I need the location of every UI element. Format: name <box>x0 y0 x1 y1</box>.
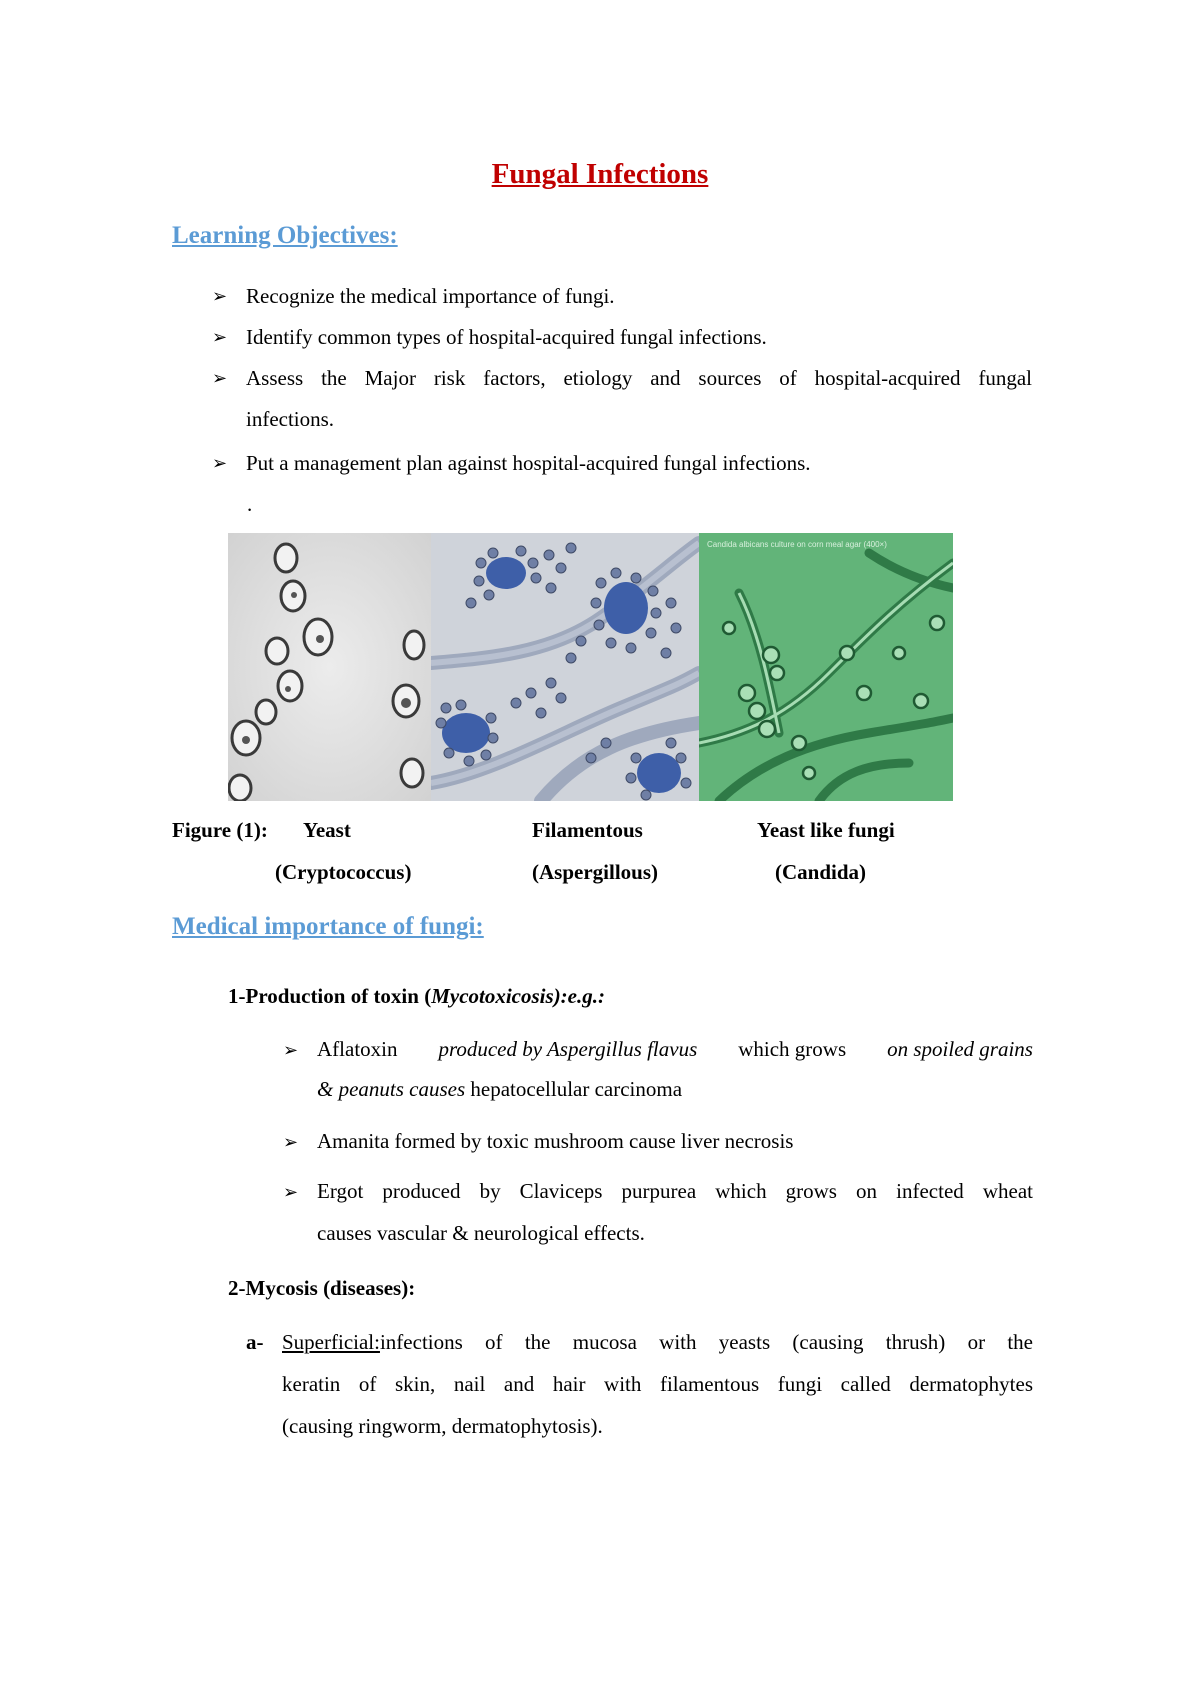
arrow-bullet-icon: ➢ <box>283 1132 299 1152</box>
medical-importance-heading: Medical importance of fungi: <box>172 913 484 940</box>
mycosis-heading: 2-Mycosis (diseases): <box>228 1276 416 1300</box>
figure-label: Figure (1): <box>172 818 268 842</box>
caption-candida: (Candida) <box>775 860 867 884</box>
page-title: Fungal Infections <box>491 158 709 190</box>
mycosis-a-line1: Superficial: infections of the mucosa with yeasts (causing thrush) or the <box>282 1330 1033 1354</box>
mycosis-a-line3: (causing ringworm, dermatophytosis). <box>282 1414 603 1438</box>
cryptococcus-micrograph <box>228 533 431 801</box>
caption-filamentous: Filamentous <box>532 818 643 842</box>
caption-yeast: Yeast <box>303 818 351 842</box>
toxin-heading: 1-Production of toxin (Mycotoxicosis):e.g.: <box>228 984 605 1008</box>
caption-yeast-like: Yeast like fungi <box>757 818 895 842</box>
cryptococcus-image <box>228 533 431 801</box>
toxin-item-aflatoxin-line2: & peanuts causes hepatocellular carcinoma <box>317 1077 683 1101</box>
aspergillus-micrograph <box>431 533 699 801</box>
arrow-bullet-icon: ➢ <box>212 453 228 473</box>
objective-3-continued: infections. <box>246 407 335 431</box>
arrow-bullet-icon: ➢ <box>212 368 228 388</box>
arrow-bullet-icon: ➢ <box>212 327 228 347</box>
candida-image <box>699 533 953 801</box>
fungi-figure <box>228 533 953 801</box>
toxin-item-ergot-line2: causes vascular & neurological effects. <box>317 1221 645 1245</box>
mycosis-a-line2: keratin of skin, nail and hair with filamentous fungi called dermatophytes <box>282 1372 1033 1396</box>
micrograph-overlay-text: Candida albicans culture on corn meal agar (400×) <box>707 540 887 549</box>
arrow-bullet-icon: ➢ <box>283 1182 299 1202</box>
arrow-bullet-icon: ➢ <box>212 286 228 306</box>
candida-micrograph <box>699 533 953 801</box>
arrow-bullet-icon: ➢ <box>283 1040 299 1060</box>
caption-aspergillous: (Aspergillous) <box>532 860 658 884</box>
learning-objectives-heading: Learning Objectives: <box>172 222 398 249</box>
caption-cryptococcus: (Cryptococcus) <box>275 860 412 884</box>
aspergillus-image <box>431 533 699 801</box>
stray-dot: . <box>247 492 253 516</box>
mycosis-a-label: a- <box>246 1330 264 1354</box>
